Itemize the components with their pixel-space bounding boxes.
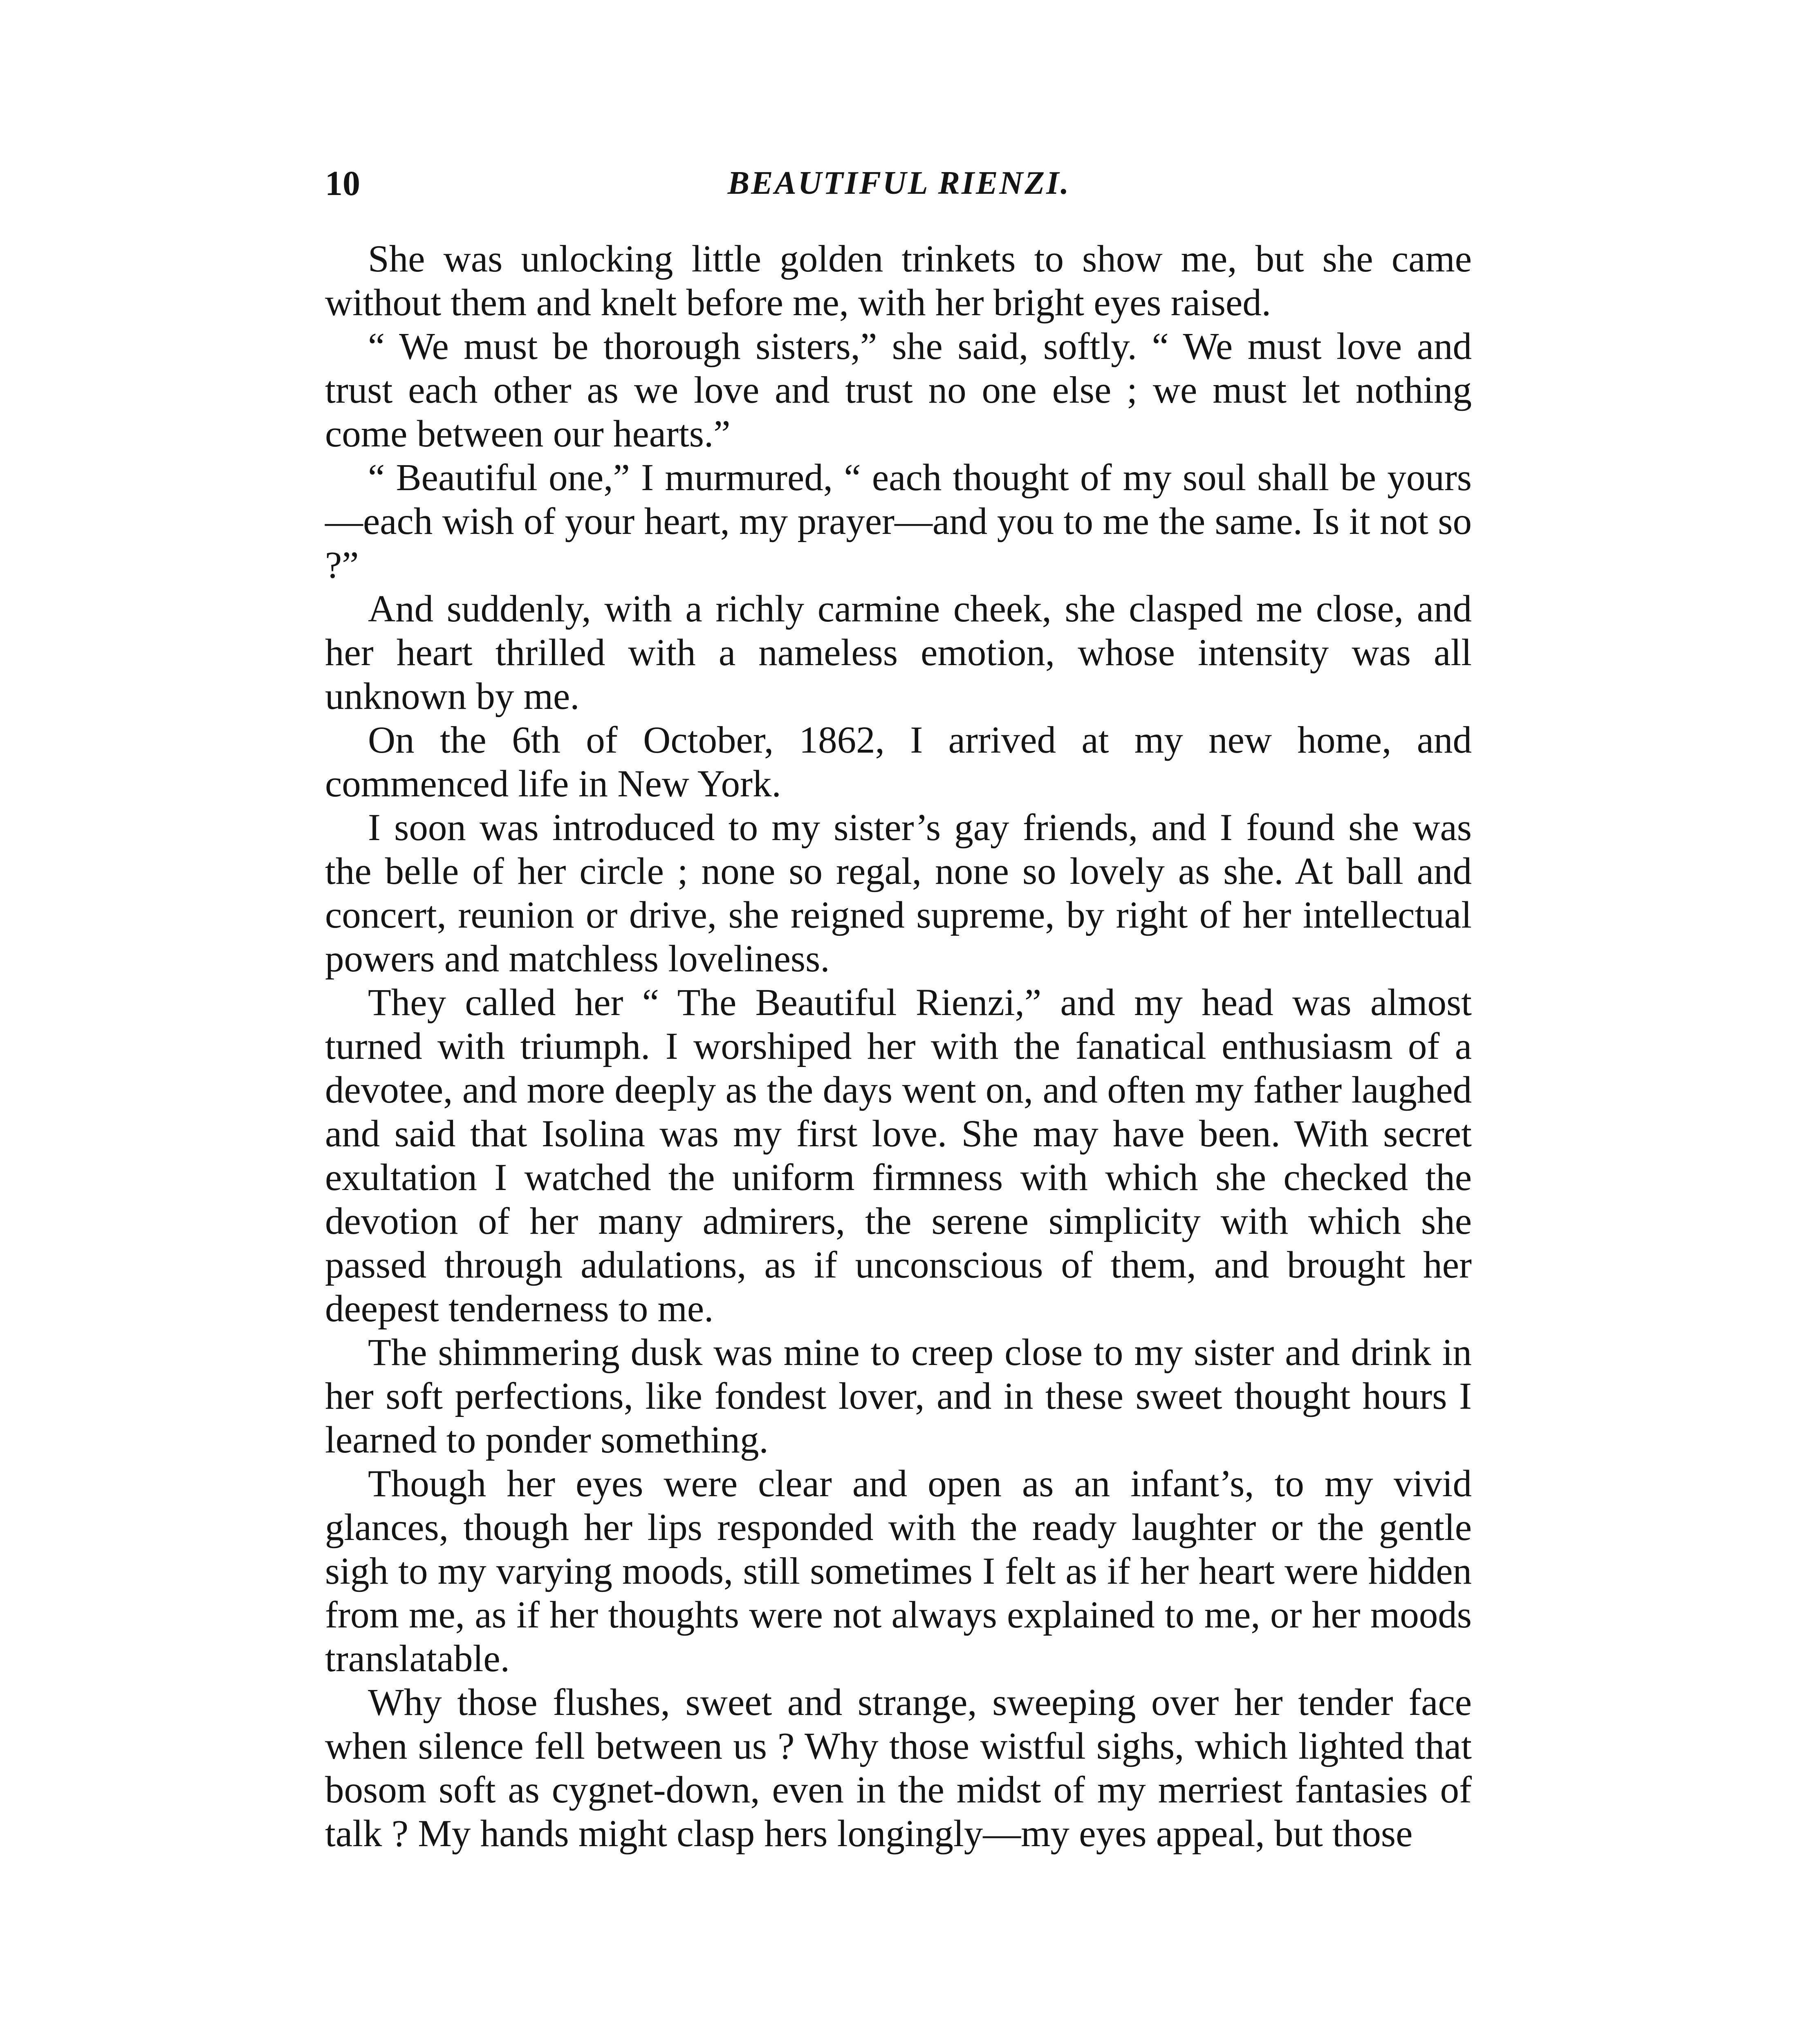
page-number: 10	[325, 164, 360, 203]
paragraph: On the 6th of October, 1862, I arrived at my new home, and commenced life in New York.	[325, 719, 1472, 805]
paragraph: Why those flushes, sweet and strange, sweeping over her tender face when silence fell between us ? Why those wistful sighs, which lighted that bosom soft as cygnet-down, even in the midst of my merriest fantasies of talk ? My hands might clasp hers longingly—my eyes appeal, but those	[325, 1681, 1472, 1855]
running-head	[325, 163, 1473, 212]
running-title: BEAUTIFUL RIENZI.	[727, 165, 1071, 201]
paragraph: They called her “ The Beautiful Rienzi,” and my head was almost turned with triumph. I worshiped her with the fanatical enthusiasm of a devotee, and more deeply as the days went on, and often my father laughed and said that Isolina was my first love. She may have been. With secret exultation I watched the uniform firmness with which she checked the devotion of her many admirers, the serene simplicity with which she passed through adulations, as if unconscious of them, and brought her deepest tenderness to me.	[325, 982, 1472, 1330]
paragraph: The shimmering dusk was mine to creep close to my sister and drink in her soft perfections, like fondest lover, and in these sweet thought hours I learned to ponder something.	[325, 1331, 1472, 1461]
body-text	[325, 237, 1472, 1856]
paragraph: And suddenly, with a richly carmine cheek, she clasped me close, and her heart thrilled with a nameless emotion, whose intensity was all unknown by me.	[325, 588, 1472, 717]
paragraph: “ We must be thorough sisters,” she said, softly. “ We must love and trust each other as we love and trust no one else ; we must let nothing come between our hearts.”	[325, 325, 1472, 455]
paragraph: She was unlocking little golden trinkets to show me, but she came without them and knelt before me, with her bright eyes raised.	[325, 238, 1472, 324]
paragraph: “ Beautiful one,” I murmured, “ each thought of my soul shall be yours—each wish of your heart, my prayer—and you to me the same. Is it not so ?”	[325, 457, 1472, 586]
paragraph: I soon was introduced to my sister’s gay friends, and I found she was the belle of her circle ; none so regal, none so lovely as she. At ball and concert, reunion or drive, she reigned supreme, by right of her intellectual powers and matchless loveliness.	[325, 807, 1472, 980]
paragraph: Though her eyes were clear and open as an infant’s, to my vivid glances, though her lips responded with the ready laughter or the gentle sigh to my varying moods, still sometimes I felt as if her heart were hidden from me, as if her thoughts were not always explained to me, or her moods translatable.	[325, 1463, 1472, 1680]
